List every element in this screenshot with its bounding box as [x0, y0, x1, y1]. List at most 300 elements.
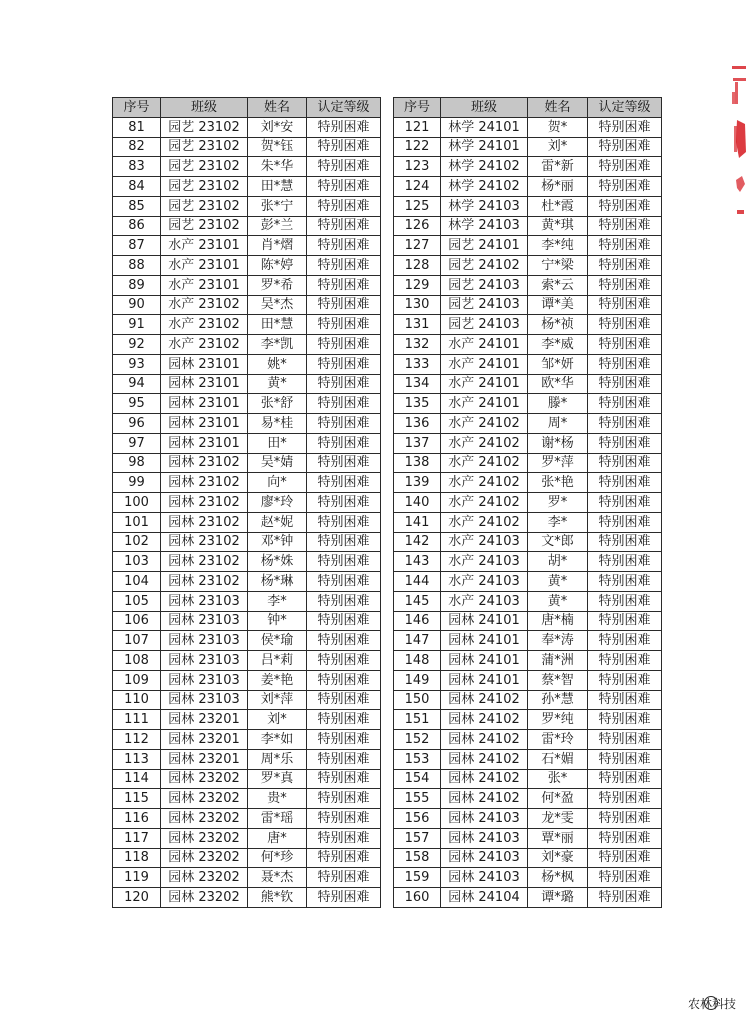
row-number-cell: 94 — [113, 374, 161, 394]
table-row — [394, 354, 662, 374]
level-cell: 特别困难 — [588, 256, 662, 276]
table-row — [113, 828, 381, 848]
table-row — [394, 374, 662, 394]
class-cell: 林学 24103 — [441, 216, 528, 236]
table-row — [113, 137, 381, 157]
class-cell: 园林 23202 — [161, 868, 248, 888]
table-row — [113, 256, 381, 276]
class-cell: 园艺 23102 — [161, 137, 248, 157]
table-row — [394, 117, 662, 137]
class-cell: 水产 23101 — [161, 256, 248, 276]
name-cell: 孙*慧 — [528, 690, 588, 710]
row-number-cell: 90 — [113, 295, 161, 315]
class-cell: 水产 24103 — [441, 572, 528, 592]
name-cell: 谭*璐 — [528, 888, 588, 908]
level-cell: 特别困难 — [588, 888, 662, 908]
class-cell: 园林 23201 — [161, 730, 248, 750]
level-cell: 特别困难 — [588, 532, 662, 552]
table-row — [113, 651, 381, 671]
name-cell: 贵* — [248, 789, 307, 809]
name-cell: 索*云 — [528, 275, 588, 295]
table-row — [394, 414, 662, 434]
class-cell: 水产 23101 — [161, 236, 248, 256]
column-header: 认定等级 — [307, 98, 381, 118]
class-cell: 园艺 24103 — [441, 275, 528, 295]
class-cell: 园林 23102 — [161, 512, 248, 532]
class-cell: 水产 23102 — [161, 315, 248, 335]
level-cell: 特别困难 — [307, 572, 381, 592]
name-cell: 杨*枫 — [528, 868, 588, 888]
table-row — [113, 236, 381, 256]
class-cell: 园林 23102 — [161, 552, 248, 572]
class-cell: 园艺 23102 — [161, 157, 248, 177]
class-cell: 园林 23202 — [161, 789, 248, 809]
row-number-cell: 133 — [394, 354, 441, 374]
row-number-cell: 139 — [394, 473, 441, 493]
footer-label: 农林科技 — [688, 997, 737, 1011]
name-cell: 李* — [248, 591, 307, 611]
row-number-cell: 92 — [113, 335, 161, 355]
level-cell: 特别困难 — [588, 433, 662, 453]
table-row — [394, 216, 662, 236]
name-cell: 石*媚 — [528, 749, 588, 769]
class-cell: 园林 23102 — [161, 493, 248, 513]
class-cell: 园林 24103 — [441, 848, 528, 868]
name-cell: 易*桂 — [248, 414, 307, 434]
row-number-cell: 155 — [394, 789, 441, 809]
row-number-cell: 156 — [394, 809, 441, 829]
level-cell: 特别困难 — [307, 137, 381, 157]
level-cell: 特别困难 — [588, 414, 662, 434]
class-cell: 园林 23202 — [161, 809, 248, 829]
table-row — [394, 335, 662, 355]
table-row — [394, 532, 662, 552]
table-row — [113, 532, 381, 552]
table-row — [113, 670, 381, 690]
name-cell: 罗*真 — [248, 769, 307, 789]
level-cell: 特别困难 — [307, 374, 381, 394]
class-cell: 园林 24101 — [441, 651, 528, 671]
level-cell: 特别困难 — [588, 493, 662, 513]
class-cell: 园林 23201 — [161, 749, 248, 769]
name-cell: 黄* — [528, 572, 588, 592]
name-cell: 赵*妮 — [248, 512, 307, 532]
level-cell: 特别困难 — [307, 512, 381, 532]
class-cell: 园林 24101 — [441, 631, 528, 651]
level-cell: 特别困难 — [588, 769, 662, 789]
table-row — [113, 216, 381, 236]
row-number-cell: 138 — [394, 453, 441, 473]
name-cell: 黄*琪 — [528, 216, 588, 236]
name-cell: 刘*萍 — [248, 690, 307, 710]
level-cell: 特别困难 — [307, 591, 381, 611]
class-cell: 园艺 23102 — [161, 117, 248, 137]
table-row — [113, 275, 381, 295]
class-cell: 园林 23103 — [161, 611, 248, 631]
class-cell: 林学 24102 — [441, 177, 528, 197]
table-row — [113, 631, 381, 651]
table-row — [394, 552, 662, 572]
row-number-cell: 157 — [394, 828, 441, 848]
row-number-cell: 105 — [113, 591, 161, 611]
name-cell: 周* — [528, 414, 588, 434]
name-cell: 覃*丽 — [528, 828, 588, 848]
table-row — [394, 177, 662, 197]
class-cell: 水产 23102 — [161, 295, 248, 315]
class-cell: 园林 24102 — [441, 690, 528, 710]
row-number-cell: 160 — [394, 888, 441, 908]
name-cell: 奉*涛 — [528, 631, 588, 651]
class-cell: 园林 23202 — [161, 848, 248, 868]
class-cell: 林学 24103 — [441, 196, 528, 216]
table-row — [394, 868, 662, 888]
column-header: 序号 — [113, 98, 161, 118]
row-number-cell: 146 — [394, 611, 441, 631]
row-number-cell: 85 — [113, 196, 161, 216]
name-cell: 刘* — [248, 710, 307, 730]
row-number-cell: 134 — [394, 374, 441, 394]
class-cell: 园林 23202 — [161, 828, 248, 848]
table-row — [394, 256, 662, 276]
level-cell: 特别困难 — [307, 335, 381, 355]
level-cell: 特别困难 — [307, 868, 381, 888]
name-cell: 向* — [248, 473, 307, 493]
level-cell: 特别困难 — [588, 236, 662, 256]
row-number-cell: 103 — [113, 552, 161, 572]
table-row — [394, 236, 662, 256]
table-row — [113, 868, 381, 888]
class-cell: 园林 23202 — [161, 888, 248, 908]
name-cell: 贺*钰 — [248, 137, 307, 157]
table-row — [394, 848, 662, 868]
row-number-cell: 116 — [113, 809, 161, 829]
class-cell: 园林 23103 — [161, 631, 248, 651]
name-cell: 罗*萍 — [528, 453, 588, 473]
level-cell: 特别困难 — [307, 473, 381, 493]
name-cell: 杨*丽 — [528, 177, 588, 197]
table-row — [394, 651, 662, 671]
row-number-cell: 83 — [113, 157, 161, 177]
row-number-cell: 117 — [113, 828, 161, 848]
row-number-cell: 111 — [113, 710, 161, 730]
level-cell: 特别困难 — [588, 710, 662, 730]
name-cell: 姚* — [248, 354, 307, 374]
level-cell: 特别困难 — [588, 670, 662, 690]
row-number-cell: 88 — [113, 256, 161, 276]
row-number-cell: 99 — [113, 473, 161, 493]
name-cell: 熊*钦 — [248, 888, 307, 908]
level-cell: 特别困难 — [588, 868, 662, 888]
name-cell: 雷*瑶 — [248, 809, 307, 829]
row-number-cell: 128 — [394, 256, 441, 276]
level-cell: 特别困难 — [588, 572, 662, 592]
header-row — [113, 98, 381, 118]
level-cell: 特别困难 — [588, 157, 662, 177]
class-cell: 园艺 24101 — [441, 236, 528, 256]
name-cell: 宁*梁 — [528, 256, 588, 276]
name-cell: 田* — [248, 433, 307, 453]
level-cell: 特别困难 — [588, 335, 662, 355]
level-cell: 特别困难 — [307, 670, 381, 690]
name-cell: 李*纯 — [528, 236, 588, 256]
class-cell: 园林 23102 — [161, 572, 248, 592]
name-cell: 邓*钟 — [248, 532, 307, 552]
name-cell: 张*宁 — [248, 196, 307, 216]
name-cell: 吴*婧 — [248, 453, 307, 473]
class-cell: 园艺 23102 — [161, 216, 248, 236]
table-row — [113, 453, 381, 473]
table-row — [394, 394, 662, 414]
name-cell: 蔡*智 — [528, 670, 588, 690]
row-number-cell: 132 — [394, 335, 441, 355]
level-cell: 特别困难 — [307, 749, 381, 769]
table-row — [113, 315, 381, 335]
level-cell: 特别困难 — [588, 789, 662, 809]
level-cell: 特别困难 — [307, 690, 381, 710]
student-table-left — [112, 97, 381, 908]
name-cell: 雷*新 — [528, 157, 588, 177]
table-row — [113, 769, 381, 789]
row-number-cell: 82 — [113, 137, 161, 157]
level-cell: 特别困难 — [588, 374, 662, 394]
column-header: 姓名 — [528, 98, 588, 118]
table-row — [394, 631, 662, 651]
table-row — [394, 295, 662, 315]
class-cell: 园林 24104 — [441, 888, 528, 908]
table-row — [394, 828, 662, 848]
class-cell: 园林 24103 — [441, 828, 528, 848]
level-cell: 特别困难 — [307, 651, 381, 671]
name-cell: 杨*琳 — [248, 572, 307, 592]
name-cell: 陈*婷 — [248, 256, 307, 276]
row-number-cell: 136 — [394, 414, 441, 434]
row-number-cell: 114 — [113, 769, 161, 789]
row-number-cell: 109 — [113, 670, 161, 690]
level-cell: 特别困难 — [588, 117, 662, 137]
table-row — [113, 611, 381, 631]
row-number-cell: 126 — [394, 216, 441, 236]
table-row — [113, 690, 381, 710]
name-cell: 杜*霞 — [528, 196, 588, 216]
row-number-cell: 95 — [113, 394, 161, 414]
row-number-cell: 152 — [394, 730, 441, 750]
table-row — [394, 591, 662, 611]
name-cell: 蒲*洲 — [528, 651, 588, 671]
table-row — [394, 493, 662, 513]
row-number-cell: 124 — [394, 177, 441, 197]
table-row — [394, 453, 662, 473]
name-cell: 滕* — [528, 394, 588, 414]
row-number-cell: 123 — [394, 157, 441, 177]
level-cell: 特别困难 — [588, 631, 662, 651]
name-cell: 唐* — [248, 828, 307, 848]
name-cell: 谢*杨 — [528, 433, 588, 453]
red-seal-fragment — [729, 62, 748, 218]
level-cell: 特别困难 — [307, 809, 381, 829]
table-row — [113, 512, 381, 532]
level-cell: 特别困难 — [307, 295, 381, 315]
class-cell: 水产 24103 — [441, 532, 528, 552]
class-cell: 园林 23202 — [161, 769, 248, 789]
level-cell: 特别困难 — [588, 690, 662, 710]
name-cell: 田*慧 — [248, 315, 307, 335]
level-cell: 特别困难 — [588, 473, 662, 493]
name-cell: 何*珍 — [248, 848, 307, 868]
name-cell: 姜*艳 — [248, 670, 307, 690]
level-cell: 特别困难 — [588, 394, 662, 414]
class-cell: 园林 24102 — [441, 730, 528, 750]
name-cell: 张*艳 — [528, 473, 588, 493]
name-cell: 周*乐 — [248, 749, 307, 769]
table-row — [113, 295, 381, 315]
row-number-cell: 110 — [113, 690, 161, 710]
table-row — [113, 117, 381, 137]
class-cell: 水产 24102 — [441, 512, 528, 532]
row-number-cell: 120 — [113, 888, 161, 908]
name-cell: 罗* — [528, 493, 588, 513]
table-row — [113, 572, 381, 592]
row-number-cell: 159 — [394, 868, 441, 888]
row-number-cell: 115 — [113, 789, 161, 809]
column-header: 认定等级 — [588, 98, 662, 118]
name-cell: 谭*美 — [528, 295, 588, 315]
name-cell: 聂*杰 — [248, 868, 307, 888]
name-cell: 吴*杰 — [248, 295, 307, 315]
name-cell: 吕*莉 — [248, 651, 307, 671]
class-cell: 水产 24101 — [441, 354, 528, 374]
table-row — [113, 591, 381, 611]
level-cell: 特别困难 — [588, 749, 662, 769]
table-row — [113, 730, 381, 750]
table-row — [113, 888, 381, 908]
class-cell: 园林 23103 — [161, 651, 248, 671]
class-cell: 园艺 23102 — [161, 177, 248, 197]
row-number-cell: 144 — [394, 572, 441, 592]
level-cell: 特别困难 — [307, 315, 381, 335]
name-cell: 张* — [528, 769, 588, 789]
level-cell: 特别困难 — [307, 888, 381, 908]
level-cell: 特别困难 — [307, 414, 381, 434]
level-cell: 特别困难 — [307, 275, 381, 295]
row-number-cell: 86 — [113, 216, 161, 236]
level-cell: 特别困难 — [307, 552, 381, 572]
name-cell: 张*舒 — [248, 394, 307, 414]
class-cell: 园林 23103 — [161, 670, 248, 690]
row-number-cell: 140 — [394, 493, 441, 513]
table-row — [394, 809, 662, 829]
table-row — [394, 572, 662, 592]
level-cell: 特别困难 — [588, 196, 662, 216]
page-circle-mark — [704, 996, 718, 1010]
table-row — [113, 473, 381, 493]
row-number-cell: 106 — [113, 611, 161, 631]
class-cell: 园林 23101 — [161, 394, 248, 414]
table-row — [394, 433, 662, 453]
table-row — [113, 414, 381, 434]
class-cell: 园林 23101 — [161, 374, 248, 394]
row-number-cell: 84 — [113, 177, 161, 197]
level-cell: 特别困难 — [588, 354, 662, 374]
level-cell: 特别困难 — [307, 236, 381, 256]
table-row — [394, 888, 662, 908]
table-row — [394, 512, 662, 532]
row-number-cell: 131 — [394, 315, 441, 335]
table-row — [113, 710, 381, 730]
table-row — [394, 690, 662, 710]
table-row — [113, 354, 381, 374]
name-cell: 朱*华 — [248, 157, 307, 177]
level-cell: 特别困难 — [307, 493, 381, 513]
row-number-cell: 121 — [394, 117, 441, 137]
table-row — [113, 196, 381, 216]
row-number-cell: 87 — [113, 236, 161, 256]
table-row — [113, 177, 381, 197]
student-table-right — [393, 97, 662, 908]
level-cell: 特别困难 — [588, 275, 662, 295]
class-cell: 园林 24103 — [441, 868, 528, 888]
table-row — [113, 433, 381, 453]
row-number-cell: 158 — [394, 848, 441, 868]
class-cell: 园林 23101 — [161, 433, 248, 453]
table-row — [394, 196, 662, 216]
level-cell: 特别困难 — [307, 789, 381, 809]
level-cell: 特别困难 — [588, 315, 662, 335]
table-row — [113, 552, 381, 572]
class-cell: 园林 24103 — [441, 809, 528, 829]
class-cell: 园林 24101 — [441, 670, 528, 690]
class-cell: 园林 23103 — [161, 591, 248, 611]
table-row — [394, 749, 662, 769]
level-cell: 特别困难 — [307, 157, 381, 177]
row-number-cell: 129 — [394, 275, 441, 295]
table-row — [394, 611, 662, 631]
table-row — [113, 749, 381, 769]
name-cell: 雷*玲 — [528, 730, 588, 750]
row-number-cell: 102 — [113, 532, 161, 552]
name-cell: 侯*瑜 — [248, 631, 307, 651]
class-cell: 园林 24102 — [441, 789, 528, 809]
row-number-cell: 98 — [113, 453, 161, 473]
name-cell: 罗*希 — [248, 275, 307, 295]
class-cell: 园艺 24102 — [441, 256, 528, 276]
row-number-cell: 119 — [113, 868, 161, 888]
row-number-cell: 147 — [394, 631, 441, 651]
name-cell: 田*慧 — [248, 177, 307, 197]
table-row — [394, 670, 662, 690]
column-header: 姓名 — [248, 98, 307, 118]
name-cell: 廖*玲 — [248, 493, 307, 513]
row-number-cell: 104 — [113, 572, 161, 592]
level-cell: 特别困难 — [588, 453, 662, 473]
name-cell: 肖*熠 — [248, 236, 307, 256]
row-number-cell: 91 — [113, 315, 161, 335]
name-cell: 文*郎 — [528, 532, 588, 552]
name-cell: 唐*楠 — [528, 611, 588, 631]
column-header: 班级 — [441, 98, 528, 118]
name-cell: 彭*兰 — [248, 216, 307, 236]
table-row — [394, 710, 662, 730]
name-cell: 杨*祯 — [528, 315, 588, 335]
row-number-cell: 151 — [394, 710, 441, 730]
row-number-cell: 122 — [394, 137, 441, 157]
table-row — [113, 809, 381, 829]
class-cell: 水产 23101 — [161, 275, 248, 295]
column-header: 班级 — [161, 98, 248, 118]
name-cell: 龙*雯 — [528, 809, 588, 829]
level-cell: 特别困难 — [588, 828, 662, 848]
row-number-cell: 142 — [394, 532, 441, 552]
row-number-cell: 89 — [113, 275, 161, 295]
